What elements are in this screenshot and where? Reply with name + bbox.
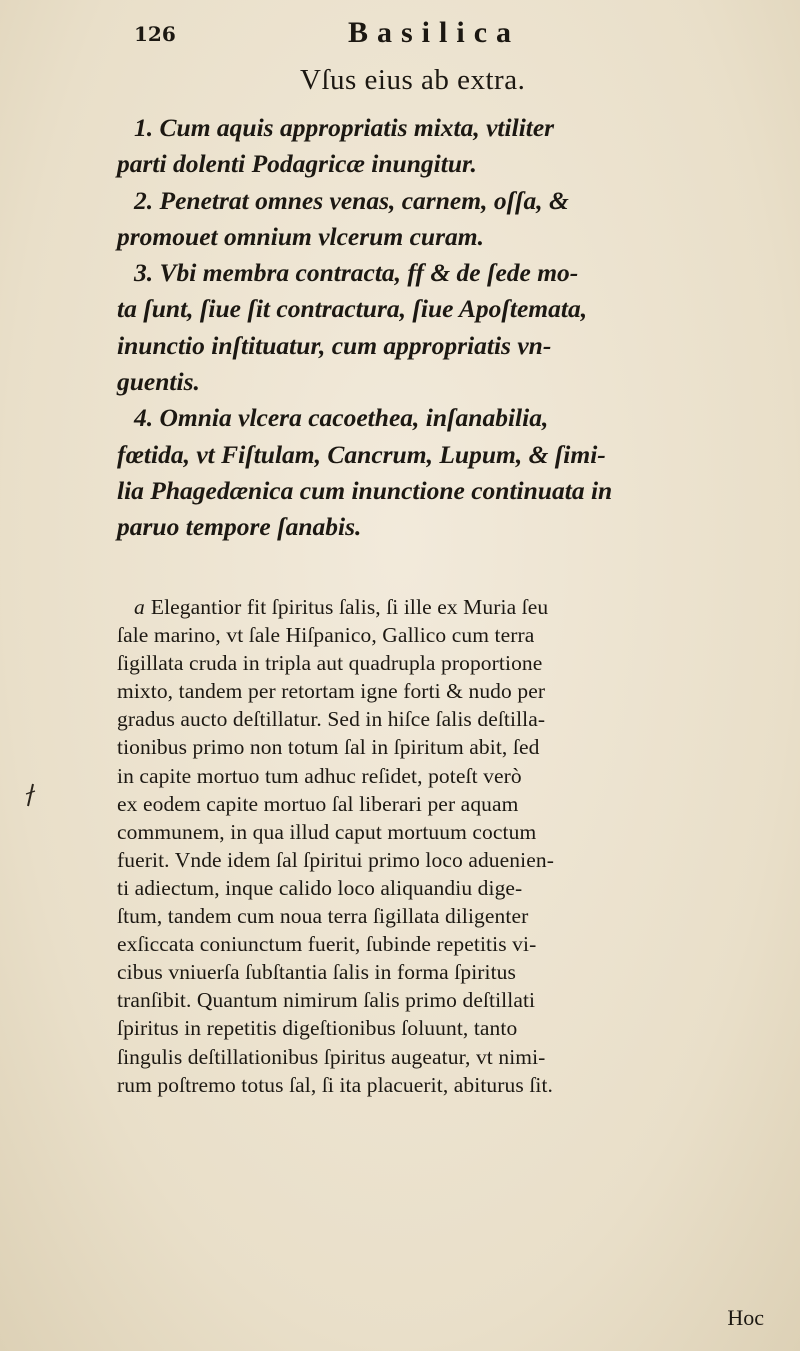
- item-2-line: 2. Penetrat omnes venas, carnem, oſſa, &: [134, 185, 569, 215]
- running-title: Basilica: [348, 16, 521, 49]
- item-2-line: promouet omnium vlcerum curam.: [117, 221, 484, 251]
- note-line: ſigillata cruda in tripla aut quadrupla proportione: [117, 651, 543, 676]
- note-line: ſale marino, vt ſale Hiſpanico, Gallico cum terra: [117, 623, 535, 648]
- catchword: Hoc: [727, 1305, 764, 1330]
- item-4-line: 4. Omnia vlcera cacoethea, inſanabilia,: [134, 403, 549, 433]
- note-line: ſpiritus in repetitis digeſtionibus ſoluunt, tanto: [117, 1016, 518, 1041]
- margin-ink-mark: [24, 782, 38, 808]
- page-number: 126: [134, 22, 176, 46]
- item-4-line: fœtida, vt Fiſtulam, Cancrum, Lupum, & ſimi-: [117, 439, 606, 469]
- section-heading: Vſus eius ab extra.: [300, 64, 526, 96]
- note-line: ti adiectum, inque calido loco aliquandiu dige-: [117, 875, 523, 900]
- note-line-text: Elegantior fit ſpiritus ſalis, ſi ille ex Muria ſeu: [150, 595, 549, 619]
- item-1-line: parti dolenti Podagricæ inungitur.: [117, 149, 477, 179]
- note-line: [117, 593, 782, 621]
- note-line: tranſibit. Quantum nimirum ſalis primo deſtillati: [117, 988, 536, 1013]
- note-line: communem, in qua illud caput mortuum coctum: [117, 819, 537, 844]
- note-line: in capite mortuo tum adhuc reſidet, poteſt verò: [117, 763, 522, 788]
- note-line: ex eodem capite mortuo ſal liberari per aquam: [117, 791, 519, 816]
- page-header: [134, 14, 740, 54]
- item-3-line: guentis.: [117, 367, 200, 397]
- item-1-line: 1. Cum aquis appropriatis mixta, vtiliter: [134, 113, 555, 142]
- item-4-line: lia Phagedænica cum inunctione continuata in: [117, 475, 613, 505]
- item-4-line: paruo tempore ſanabis.: [117, 512, 362, 542]
- note-line: fuerit. Vnde idem ſal ſpiritui primo loco aduenien-: [117, 847, 554, 872]
- note-line: tionibus primo non totum ſal in ſpiritum abit, ſed: [117, 735, 540, 760]
- note-line: mixto, tandem per retortam igne forti & nudo per: [117, 679, 546, 704]
- item-3-line: ta ſunt, ſiue ſit contractura, ſiue Apoſtemata,: [117, 294, 588, 324]
- numbered-items: [117, 110, 782, 546]
- note-marker: a: [134, 595, 145, 619]
- note-line: ſingulis deſtillationibus ſpiritus augeatur, vt nimi-: [117, 1044, 546, 1069]
- note-line: rum poſtremo totus ſal, ſi ita placuerit, abiturus ſit.: [117, 1072, 554, 1097]
- note-line: exſiccata coniunctum fuerit, ſubinde repetitis vi-: [117, 932, 537, 957]
- note-line: ſtum, tandem cum noua terra ſigillata diligenter: [117, 904, 529, 929]
- item-3-line: 3. Vbi membra contracta, ff & de ſede mo-: [134, 258, 579, 288]
- item-3-line: inunctio inſtituatur, cum appropriatis vn-: [117, 330, 552, 360]
- note-line: cibus vniuerſa ſubſtantia ſalis in forma ſpiritus: [117, 960, 516, 985]
- annotation-note: [117, 593, 782, 1099]
- note-line: gradus aucto deſtillatur. Sed in hiſce ſalis deſtilla-: [117, 707, 546, 732]
